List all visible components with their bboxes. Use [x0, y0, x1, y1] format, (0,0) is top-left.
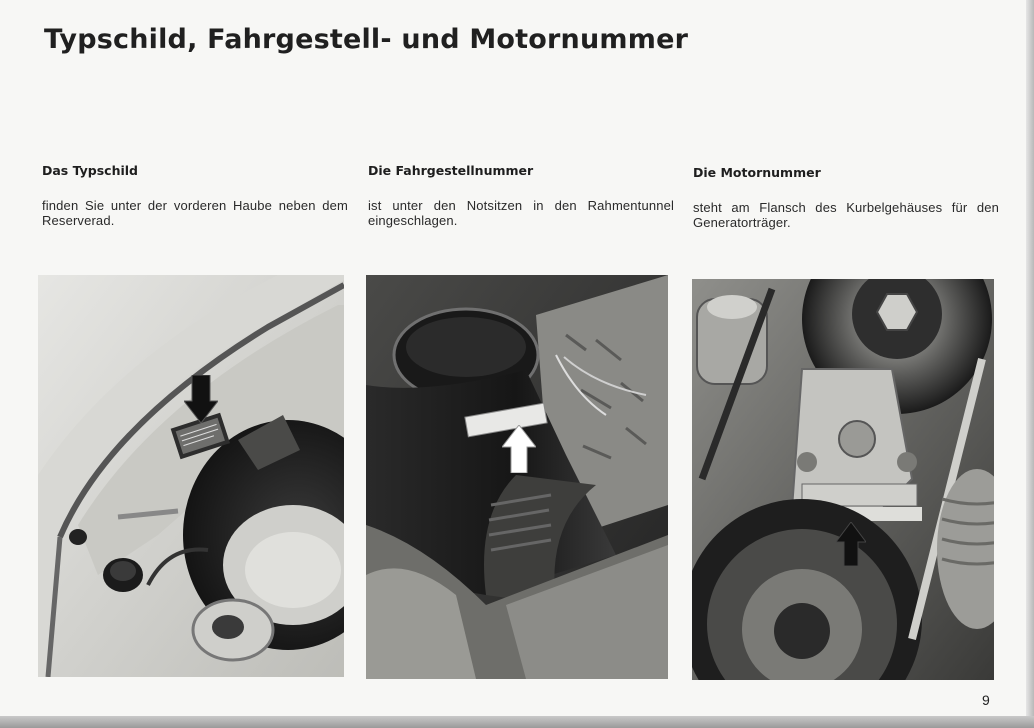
column-text: ist unter den Notsitzen in den Rahmentunnel eingeschlagen. [368, 198, 674, 228]
page-edge [1026, 0, 1034, 728]
column-text: finden Sie unter der vorderen Haube neben dem Reserverad. [42, 198, 348, 228]
column-heading: Die Fahrgestellnummer [368, 163, 534, 178]
column-fahrgestellnummer [368, 163, 674, 228]
column-typschild [42, 163, 348, 228]
page-bottom-edge [0, 716, 1034, 728]
up-arrow-icon [836, 522, 866, 566]
column-heading: Das Typschild [42, 163, 139, 178]
photo-chassis-number [366, 275, 668, 679]
column-text: steht am Flansch des Kurbelgehäuses für den Generatorträger. [693, 200, 999, 230]
column-heading: Die Motornummer [693, 165, 821, 180]
page-title: Typschild, Fahrgestell- und Motornummer [44, 24, 689, 55]
column-motornummer [693, 165, 999, 230]
photo-type-plate [38, 275, 344, 677]
photo-engine-number [692, 279, 994, 680]
up-arrow-icon [502, 425, 536, 473]
page-number: 9 [982, 692, 990, 708]
down-arrow-icon [184, 375, 218, 423]
